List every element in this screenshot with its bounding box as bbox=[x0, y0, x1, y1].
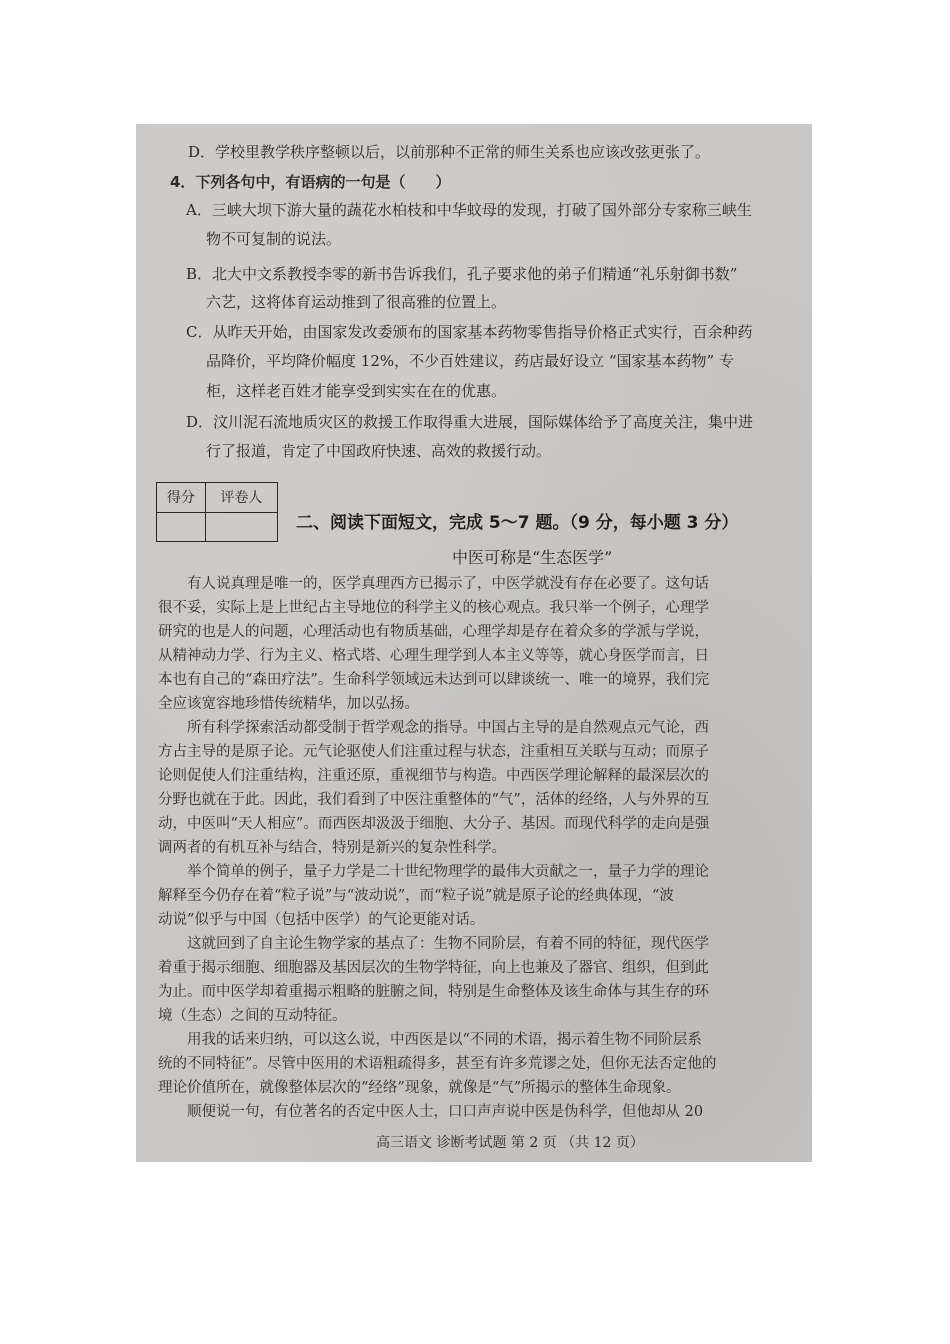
article-line: 分野也就在于此。因此，我们看到了中医注重整体的“气”，活体的经络，人与外界的互 bbox=[158, 792, 710, 808]
article-line: 解释至今仍存在着“粒子说”与“波动说”，而“粒子说”就是原子论的经典体现，“波 bbox=[158, 888, 674, 904]
article-line: 方占主导的是原子论。元气论驱使人们注重过程与状态，注重相互关联与互动；而原子 bbox=[158, 744, 709, 760]
q4-option-a-line1: A．三峡大坝下游大量的蔬花水柏枝和中华蚊母的发现，打破了国外部分专家称三峡生 bbox=[186, 201, 752, 219]
article-line: 统的不同特征”。尽管中医用的术语粗疏得多，甚至有许多荒谬之处，但你无法否定他的 bbox=[158, 1056, 717, 1072]
q4-option-b-line1: B．北大中文系教授李零的新书告诉我们，孔子要求他的弟子们精通“礼乐射御书数” bbox=[186, 265, 738, 283]
article-line: 这就回到了自主论生物学家的基点了：生物不同阶层，有着不同的特征，现代医学 bbox=[158, 936, 709, 952]
q4-option-d-line2: 行了报道，肯定了中国政府快速、高效的救援行动。 bbox=[206, 442, 552, 460]
article-line: 从精神动力学、行为主义、格式塔、心理生理学到人本主义等等，就心身医学而言，日 bbox=[158, 648, 709, 664]
q4-option-b-line2: 六艺，这将体育运动推到了很高雅的位置上。 bbox=[206, 293, 507, 311]
article-line: 很不妥，实际上是上世纪占主导地位的科学主义的核心观点。我只举一个例子，心理学 bbox=[158, 600, 709, 616]
q4-option-a-line2: 物不可复制的说法。 bbox=[206, 230, 342, 248]
article-line: 本也有自己的“森田疗法”。生命科学领域远未达到可以肆谈统一、唯一的境界，我们完 bbox=[158, 672, 710, 688]
q4-question: 4．下列各句中，有语病的一句是（ ） bbox=[170, 173, 451, 191]
grader-header: 评卷人 bbox=[205, 483, 277, 513]
article-line: 动，中医叫“天人相应”。而西医却汲汲于细胞、大分子、基因。而现代科学的走向是强 bbox=[158, 816, 710, 832]
score-header: 得分 bbox=[157, 483, 206, 513]
article-line: 理论价值所在，就像整体层次的“经络”现象，就像是“气”所揭示的整体生命现象。 bbox=[158, 1080, 681, 1096]
q3-option-d: D．学校里教学秩序整顿以后，以前那种不正常的师生关系也应该改弦更张了。 bbox=[188, 143, 711, 161]
article-line: 动说”似乎与中国（包括中医学）的气论更能对话。 bbox=[158, 912, 485, 928]
score-table bbox=[156, 482, 278, 542]
article-line: 所有科学探索活动都受制于哲学观念的指导。中国占主导的是自然观点元气论，西 bbox=[158, 720, 709, 736]
page-footer: 高三语文 诊断考试题 第 2 页 （共 12 页） bbox=[376, 1135, 644, 1151]
q4-option-c-line1: C．从昨天开始，由国家发改委颁布的国家基本药物零售指导价格正式实行，百余种药 bbox=[186, 323, 753, 341]
article-line: 着重于揭示细胞、细胞器及基因层次的生物学特征，向上也兼及了器官、组织，但到此 bbox=[158, 960, 709, 976]
article-line: 为止。而中医学却着重揭示粗略的脏腑之间，特别是生命整体及该生命体与其生存的环 bbox=[158, 984, 709, 1000]
article-line: 论则促使人们注重结构，注重还原，重视细节与构造。中西医学理论解释的最深层次的 bbox=[158, 768, 709, 784]
q4-option-c-line2: 品降价，平均降价幅度 12%，不少百姓建议，药店最好设立 “国家基本药物” 专 bbox=[206, 352, 734, 370]
grader-cell bbox=[205, 512, 277, 542]
article-title: 中医可称是“生态医学” bbox=[452, 548, 613, 567]
score-cell bbox=[157, 512, 206, 542]
article-line: 调两者的有机互补与结合，特别是新兴的复杂性科学。 bbox=[158, 840, 506, 856]
section-title: 二、阅读下面短文，完成 5～7 题。（9 分，每小题 3 分） bbox=[296, 513, 739, 533]
article-line: 用我的话来归纳，可以这么说，中西医是以“不同的术语，揭示着生物不同阶层系 bbox=[158, 1032, 702, 1048]
article-line: 境（生态）之间的互动特征。 bbox=[158, 1008, 347, 1024]
article-line: 有人说真理是唯一的，医学真理西方已揭示了，中医学就没有存在必要了。这句话 bbox=[158, 576, 709, 592]
article-line: 全应该宽容地珍惜传统精华，加以弘扬。 bbox=[158, 696, 419, 712]
q4-option-c-line3: 柜，这样老百姓才能享受到实实在在的优惠。 bbox=[206, 382, 507, 400]
article-line: 顺便说一句，有位著名的否定中医人士，口口声声说中医是伪科学，但他却从 20 bbox=[158, 1104, 704, 1120]
article-line: 研究的也是人的问题，心理活动也有物质基础，心理学却是存在着众多的学派与学说， bbox=[158, 624, 709, 640]
q4-option-d-line1: D．汶川泥石流地质灾区的救援工作取得重大进展，国际媒体给予了高度关注，集中进 bbox=[186, 413, 754, 431]
article-line: 举个简单的例子，量子力学是二十世纪物理学的最伟大贡献之一，量子力学的理论 bbox=[158, 864, 709, 880]
